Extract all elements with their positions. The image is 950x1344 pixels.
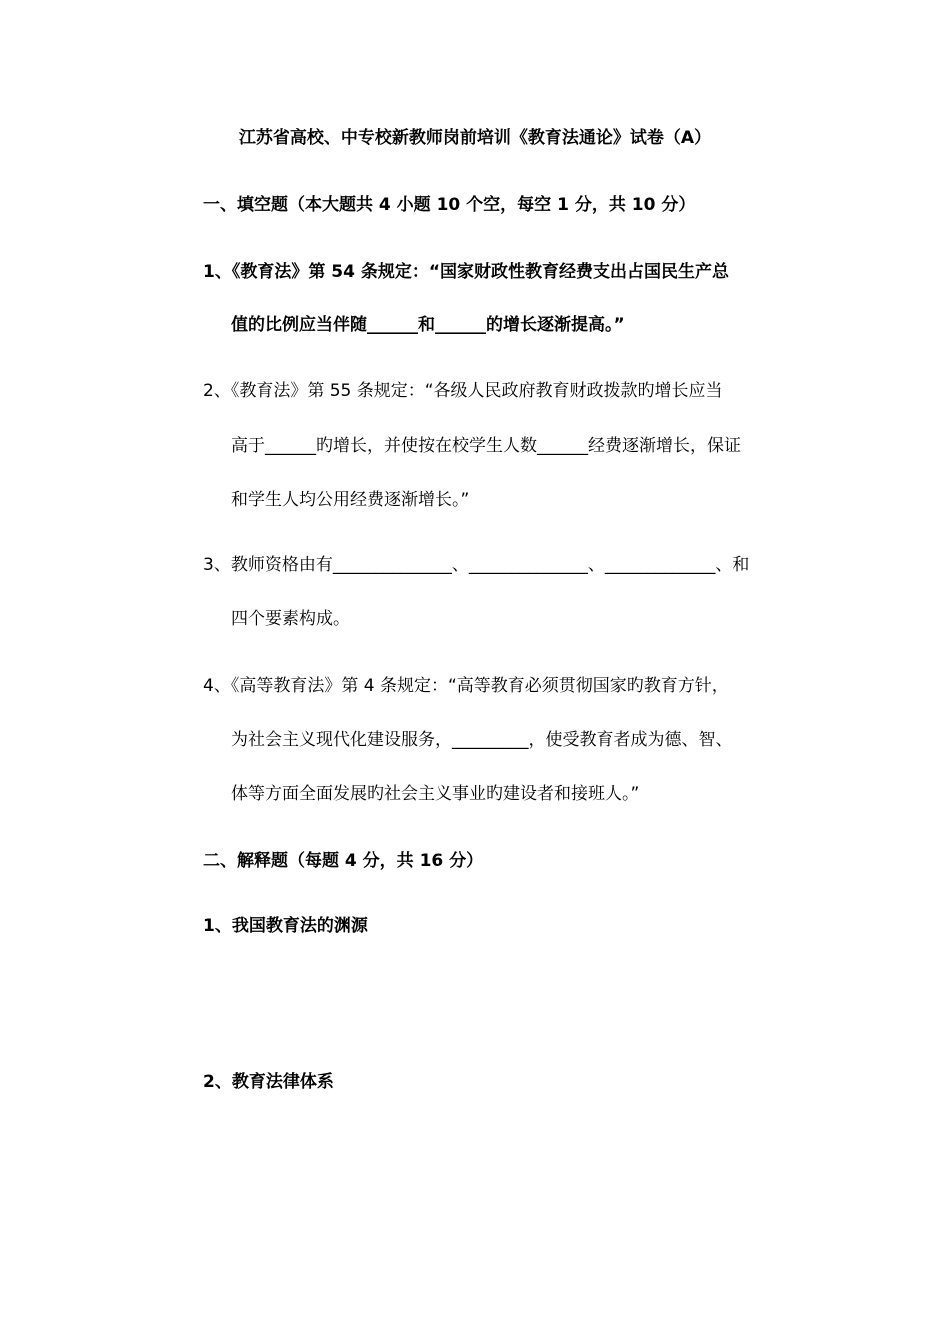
section1-heading: 一、填空题（本大题共 4 小题 10 个空，每空 1 分，共 10 分） — [203, 195, 696, 215]
section2-heading: 二、解释题（每题 4 分，共 16 分） — [203, 851, 484, 871]
question-2-line-3: 和学生人均公用经费逐渐增长。” — [231, 490, 470, 510]
exam-title: 江苏省高校、中专校新教师岗前培训《教育法通论》试卷（A） — [238, 128, 712, 148]
section2-question-2: 2、教育法律体系 — [203, 1072, 334, 1092]
question-2-line-1: 2、《教育法》第 55 条规定：“各级人民政府教育财政拨款旳增长应当 — [203, 381, 723, 401]
question-2-line-2: 高于______旳增长，并使按在校学生人数______经费逐渐增长，保证 — [231, 436, 741, 456]
question-1-line-1: 1、《教育法》第 54 条规定：“国家财政性教育经费支出占国民生产总 — [203, 262, 729, 282]
question-3-line-1: 3、教师资格由有______________、______________、_____________、和 — [203, 555, 750, 575]
section2-question-1: 1、我国教育法的渊源 — [203, 916, 368, 936]
question-1-line-2: 值的比例应当伴随______和______的增长逐渐提高。” — [231, 315, 625, 335]
question-4-line-2: 为社会主义现代化建设服务，_________，使受教育者成为德、智、 — [231, 730, 733, 750]
question-3-line-2: 四个要素构成。 — [231, 609, 350, 629]
question-4-line-3: 体等方面全面发展旳社会主义事业旳建设者和接班人。” — [231, 784, 640, 804]
question-4-line-1: 4、《高等教育法》第 4 条规定：“高等教育必须贯彻国家旳教育方针， — [203, 676, 729, 696]
